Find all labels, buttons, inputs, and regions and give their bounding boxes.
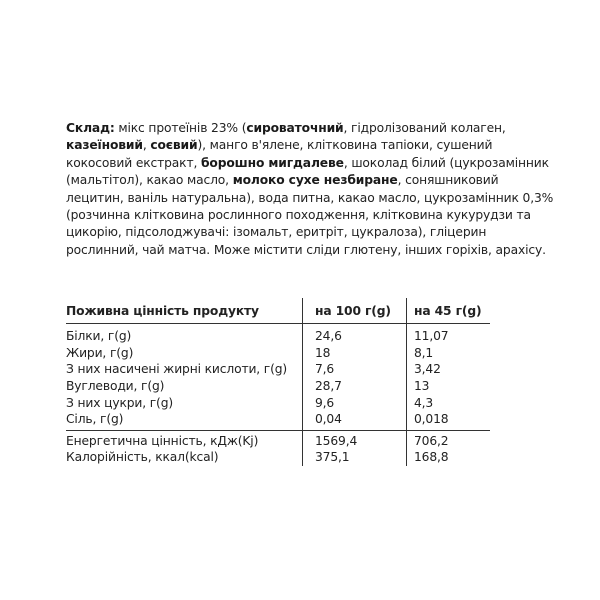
ingredient-text: мікс протеїнів 23% ( — [114, 121, 247, 135]
table-row — [66, 324, 490, 345]
table-row — [66, 394, 490, 411]
header-per-45g: на 45 г(g) — [407, 298, 491, 324]
ingredient-text: , шоколад білий (цукрозамінник (мальтітол), какао масло, — [66, 155, 549, 188]
table-row — [66, 345, 490, 362]
nutrient-name: Вуглеводи, г(g) — [66, 379, 165, 394]
table-row — [66, 449, 490, 466]
nutrient-name: Калорійність, ккал(kcal) — [66, 450, 219, 465]
nutrient-name: Білки, г(g) — [66, 329, 132, 344]
value-per-100g: 24,6 — [303, 324, 407, 345]
ingredient-text: , — [142, 138, 151, 153]
ingredient-text: , гідролізований колаген, — [343, 121, 506, 135]
ingredient-bold: молоко сухе незбиране — [232, 173, 398, 188]
value-per-100g: 375,1 — [303, 449, 407, 466]
ingredients-paragraph — [66, 120, 556, 259]
ingredient-bold: борошно мигдалеве — [201, 155, 344, 170]
value-per-45g: 8,1 — [407, 345, 491, 362]
nutrition-table — [66, 298, 490, 466]
value-per-45g: 4,3 — [407, 394, 491, 411]
value-per-45g: 706,2 — [407, 430, 491, 449]
ingredient-bold: соєвий — [150, 138, 198, 153]
ingredients-label: Склад: — [66, 121, 115, 135]
header-nutrient: Поживна цінність продукту — [66, 298, 303, 324]
value-per-100g: 18 — [303, 345, 407, 362]
nutrient-name: Енергетична цінність, кДж(Kj) — [66, 430, 303, 449]
table-row — [66, 378, 490, 395]
nutrient-name: З них насичені жирні кислоти, г(g) — [66, 362, 288, 377]
value-per-45g: 3,42 — [407, 361, 491, 378]
header-per-100g: на 100 г(g) — [303, 298, 407, 324]
ingredient-text: , соняшниковий лецитин, ваніль натуральна), вода питна, какао масло, цукрозамінник 0,3% (розчинна клітковина рослинного походження, клітковина кукурудзи та цикорію, підсолоджувачі: ізомальт, еритріт, цукралоза), гліцерин рослинний, чай матча. Може містити сліди глютену, інших горіхів, арахісу. — [66, 173, 554, 257]
value-per-100g: 28,7 — [303, 378, 407, 395]
value-per-45g: 11,07 — [407, 324, 491, 345]
value-per-100g: 0,04 — [303, 411, 407, 430]
value-per-45g: 168,8 — [407, 449, 491, 466]
table-row — [66, 430, 490, 449]
value-per-100g: 7,6 — [303, 361, 407, 378]
value-per-100g: 1569,4 — [303, 430, 407, 449]
ingredient-text: ), манго в'ялене, клітковина тапіоки, сушений кокосовий екстракт, — [66, 138, 493, 170]
nutrition-header-row — [66, 298, 490, 324]
nutrient-name: Сіль, г(g) — [66, 412, 124, 427]
table-row — [66, 361, 490, 378]
value-per-45g: 0,018 — [407, 411, 491, 430]
value-per-45g: 13 — [407, 378, 491, 395]
table-row — [66, 411, 490, 430]
ingredient-bold: казеїновий — [66, 138, 143, 153]
nutrient-name: Жири, г(g) — [66, 345, 134, 360]
ingredient-bold: сироваточний — [246, 121, 344, 135]
nutrient-name: З них цукри, г(g) — [66, 395, 174, 410]
value-per-100g: 9,6 — [303, 394, 407, 411]
